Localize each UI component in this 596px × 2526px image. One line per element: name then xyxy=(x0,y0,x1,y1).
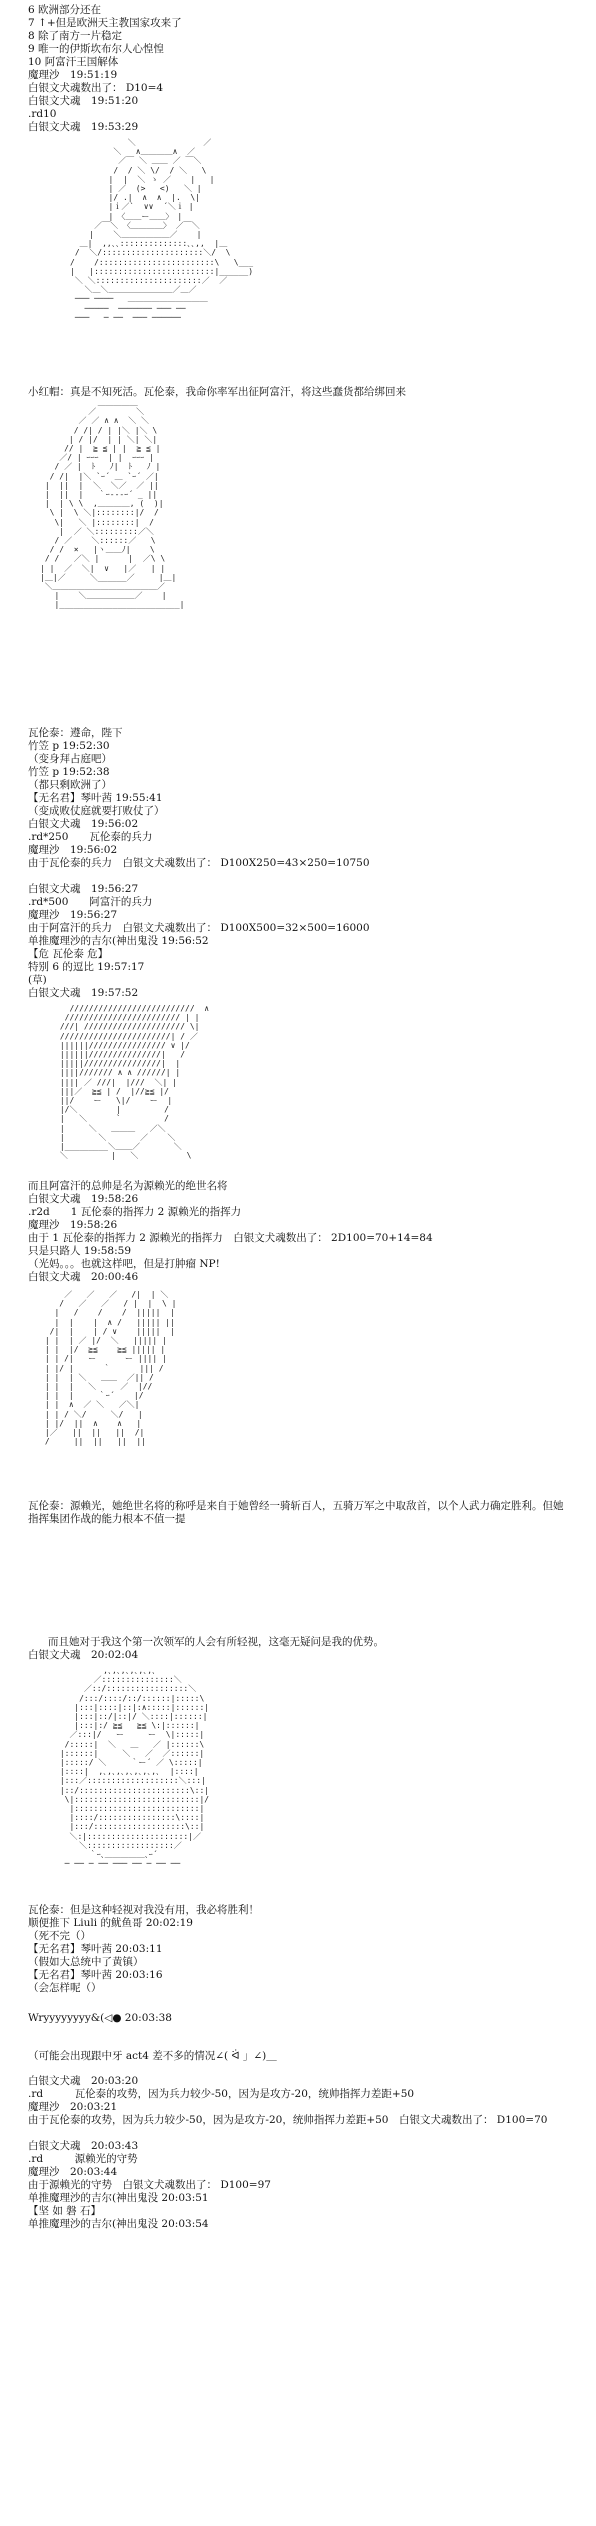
log-line: 特别 6 的逗比 19:57:17 xyxy=(28,961,145,973)
log-line: 白银文犬魂 19:51:20 xyxy=(28,95,139,107)
ascii-art-image: ＼ ／ ＼ ∧＿＿＿＿∧ ／ ／￣ ＼ ＿＿ ／ ￣＼ / / ＼ \/ / ＼ \ | | ＼ ゝ ／ | | | ／ (> <) ＼ | |/ .| ∧ ∧ |. \| |ｉ／` ∨∨ ´＼ｉ | | 〈＿＿ー＿＿〉 | ／￣＼ 〈＿＿＿＿〉 ／￣＼ | ＼＿＿＿＿＿＿／ | ＿| ,,､､::::::::::::::､､,, |＿ / ＼/:::::::::::::::::::::＼/ \ / /::::::::::::::::::::::::\ \___ | |:::::::::::::::::::::::::|______) ＼ ＼::::::::::::::::::::::／ ／ ＼＿＼＿＿＿＿＿＿＿＿／＿／ ─── ──── ＿＿＿＿＿＿＿＿＿＿ ───── ─────── ─── ── ─── ─ ── ─── ────── xyxy=(70,138,254,322)
log-line: （会怎样呢（） xyxy=(28,1982,102,1994)
log-line: 【坚 如 磐 石】 xyxy=(28,2205,102,2217)
log-line: 由于源赖光的守势 白银文犬魂数出了： D100=97 xyxy=(28,2179,271,2191)
log-line: 单推魔理沙的吉尔(神出鬼没 20:03:54 xyxy=(28,2218,209,2230)
log-line: 单推魔理沙的吉尔(神出鬼没 20:03:51 xyxy=(28,2192,209,2204)
log-line: .rd 源赖光的守势 xyxy=(28,2153,138,2165)
log-line: 魔理沙 20:03:44 xyxy=(28,2166,118,2178)
log-line: 由于阿富汗的兵力 白银文犬魂数出了： D100X500=32×500=16000 xyxy=(28,922,370,934)
log-line: （变成败仗庭就要打败仗了） xyxy=(28,805,165,817)
log-line: 竹笠 p 19:52:38 xyxy=(28,766,110,778)
log-line: 魔理沙 20:03:21 xyxy=(28,2101,118,2113)
log-line: 顺便推下 Liuli 的鱿鱼哥 20:02:19 xyxy=(28,1917,193,1929)
log-line: .rd*500 阿富汗的兵力 xyxy=(28,896,153,908)
log-line: 瓦伦泰：遵命，陛下 xyxy=(28,727,123,739)
ascii-art-image: ／ ／ ／ /| | ＼ / ／ ／ / | | \ | | / / / ||||| | | | | ∧ / ||||| || /| | | / ∨ ||||| | | | | ／ |/ ＼ ||||| | | | |/ ≧≦ ≧≦ ||||| | | | /| ー ー |||| | | |/ | ｀ ||| / | | | ＼ ＿＿ ／|| / | | | ＼ ／ |// | | | ｀ｰ´ |/ | | ∧ ／ ＼ ／＼| | | / ＼/ ＼/ | | |/ || ∧ ∧ | |／ || || || /| / || || || || xyxy=(44,1290,177,1447)
log-line: 魔理沙 19:51:19 xyxy=(28,69,118,81)
log-line: 小红帽：真是不知死活。瓦伦泰，我命你率军出征阿富汗，将这些蠢货都给绑回来 xyxy=(28,386,406,398)
log-line: 而且阿富汗的总帅是名为源赖光的绝世名将 xyxy=(28,1180,228,1192)
log-line: 魔理沙 19:56:02 xyxy=(28,844,118,856)
log-line: 白银文犬魂 19:57:52 xyxy=(28,987,139,999)
log-line: .rd10 xyxy=(28,108,57,120)
log-line: 白银文犬魂 19:58:26 xyxy=(28,1193,139,1205)
log-line: 白银文犬魂 20:03:20 xyxy=(28,2075,139,2087)
log-line: .rd*250 瓦伦泰的兵力 xyxy=(28,831,153,843)
log-line: 只是只路人 19:58:59 xyxy=(28,1245,131,1257)
log-line: 白银文犬魂 20:00:46 xyxy=(28,1271,139,1283)
log-line: .r2d 1 瓦伦泰的指挥力 2 源赖光的指挥力 xyxy=(28,1206,242,1218)
log-line: 【无名君】琴叶茜 20:03:16 xyxy=(28,1969,163,1981)
log-line: 7 ↑+但是欧洲天主教国家攻来了 xyxy=(28,17,182,29)
log-line: 魔理沙 19:58:26 xyxy=(28,1219,118,1231)
log-line: 白银文犬魂数出了： D10=4 xyxy=(28,82,164,94)
log-line: 而且她对于我这个第一次领军的人会有所轻视，这毫无疑问是我的优势。 xyxy=(48,1636,384,1648)
log-line: （可能会出现跟中牙 act4 差不多的情况∠( ᐛ 」∠)＿ xyxy=(28,2050,277,2062)
log-line: 单推魔理沙的吉尔(神出鬼没 19:56:52 xyxy=(28,935,209,947)
log-line: 白银文犬魂 20:03:43 xyxy=(28,2140,139,2152)
log-line: 魔理沙 19:56:27 xyxy=(28,909,118,921)
log-line: 6 欧洲部分还在 xyxy=(28,4,102,16)
log-line: （光妈。。。也就这样吧，但是打肿瘤 NP! xyxy=(28,1258,220,1270)
log-line: (草) xyxy=(28,974,47,986)
log-line: 8 除了南方一片稳定 xyxy=(28,30,123,42)
log-line: 【危 瓦伦泰 危】 xyxy=(28,948,109,960)
log-line: （假如大总统中了黄镇） xyxy=(28,1956,144,1968)
log-line: .rd 瓦伦泰的攻势，因为兵力较少-50，因为是攻方-20，统帅指挥力差距+50 xyxy=(28,2088,415,2100)
log-line: 白银文犬魂 19:56:27 xyxy=(28,883,139,895)
log-line: 白银文犬魂 19:56:02 xyxy=(28,818,139,830)
log-line: 【无名君】琴叶茜 19:55:41 xyxy=(28,792,163,804)
ascii-art-image: ////////////////////////// ∧ //////////////////////// | | ///| ///////////////////// \| ///////////////////////| / ／ ||||||//////////////// ∨ |/ ||||||///////////////| / |||||////////////////| | ||||/////// ∧ ∧ //////| | |||| ／ ///| |/// ＼| | |||／ ≧≦ | / |//≧≦ |/ ||/ ー \|/ ー | |/＼ | / | ＼ ` / | ＼ ＿＿＿ ／＼ | ＼ ／ ＼ |_________＼＿＿／ ＼ ＼ | ＼ \ xyxy=(59,1004,210,1161)
ascii-art-image: ,､,､,､,､,､,､ ／:::::::::::::::＼ ／::/:::::::::::::::::＼ /:::/::::/::/::::::|:::::\ |:::|::::|::|:∧:::::|::::::| |:::|::/|::|/ ＼::::|::::::| |:::|:/ ≧≦ ≧≦ \:|::::::| ／:::|/ ー ー \|:::::| /:::::| ＼ ＿ ／ |::::::\ |::::::| ＼ ／ ／::::::| |:::::/ ＼ ｀ー´ ／ \:::::| |::::| ,､,､,､,､,､,､,､ |::::| |:::／:::::::::::::::::::＼:::| |::/:::::::::::::::::::::::\::| \|::::::::::::::::::::::::::|/ |::::::::::::::::::::::::::| |::::/::::::::::::::::\::::| |:::/:::::::::::::::::::\::| ＼:|:::::::::::::::::::::|／ ＼::::::::::::::::::／ ｀ｰ､＿＿＿＿＿､ｰ´ ─ ── ─ ── ─── ── ─ ── ── xyxy=(59,1666,210,1869)
log-line: 竹笠 p 19:52:30 xyxy=(28,740,110,752)
log-line: 由于瓦伦泰的攻势，因为兵力较少-50，因为是攻方-20，统帅指挥力差距+50 白银文犬魂数出了： D100=70 xyxy=(28,2114,548,2126)
log-line: 【无名君】琴叶茜 20:03:11 xyxy=(28,1943,163,1955)
log-line: （死不完（） xyxy=(28,1930,91,1942)
log-line: Wryyyyyyyy&(◁● 20:03:38 xyxy=(28,2012,172,2024)
log-line: 白银文犬魂 20:02:04 xyxy=(28,1649,139,1661)
log-line: 9 唯一的伊斯坎布尔人心惶惶 xyxy=(28,43,165,55)
ascii-art-image: ＿＿＿＿＿ ／ ＼ ／ ／ ∧ ∧ ＼ ＼ / /| / | |＼ |＼ \ | / |/ | | ＼| ＼| // | ≧ ≦ | | ≧ ≦ | ／/ | ｰｰｰ | | ｰｰｰ | / ／ | ﾄ ﾉ| ﾄ ﾉ | / /| |＼ `ｰ´ ＿ `ｰ´ ／| | || | ＼ ＼／ ／ || | || | ｀ｰ‐‐‐ｰ´ _ || | | \ \ ,＿＿＿＿, ( )| \ | \ ＼|::::::::|/ / \| ＼ |::::::::| / | ／ ＼:::::::::／＼ / ／ ＼::::::／ \ / / × |ヽ＿＿ﾉ| \ / / ／＼ | | ／\ \ | | ／ ＼| ∨ |／ | | |＿|／ ＼______／ |＿| ＼＿＿＿＿＿＿＿＿＿＿＿＿＿／ | ＼＿＿＿＿＿＿／ | |_________________________| xyxy=(40,398,185,610)
log-line: 白银文犬魂 19:53:29 xyxy=(28,121,139,133)
log-line: （变身拜占庭吧） xyxy=(28,753,112,765)
log-line: 由于 1 瓦伦泰的指挥力 2 源赖光的指挥力 白银文犬魂数出了： 2D100=70+14=84 xyxy=(28,1232,433,1244)
log-line: （都只剩欧洲了） xyxy=(28,779,112,791)
log-line: 由于瓦伦泰的兵力 白银文犬魂数出了： D100X250=43×250=10750 xyxy=(28,857,370,869)
log-line: 10 阿富汗王国解体 xyxy=(28,56,119,68)
log-line: 瓦伦泰：但是这种轻视对我没有用，我必将胜利！ xyxy=(28,1904,259,1916)
log-line: 瓦伦泰：源赖光，她绝世名将的称呼是来自于她曾经一骑斩百人，五骑万军之中取敌首，以个人武力确定胜利。但她指挥集团作战的能力根本不值一提 xyxy=(28,1500,564,1525)
